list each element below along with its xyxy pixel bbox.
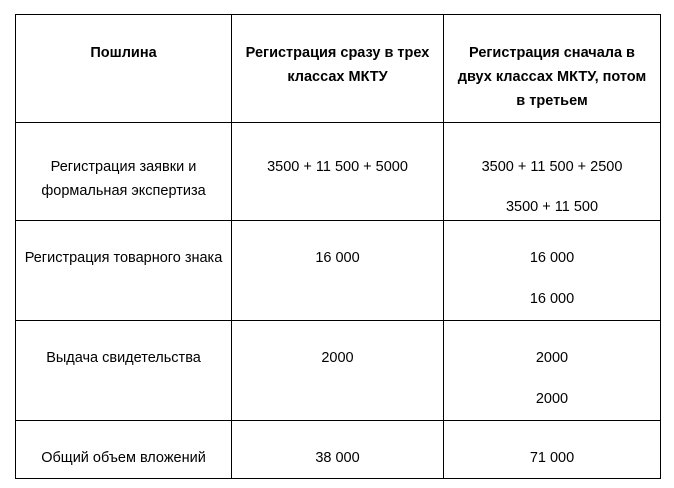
- row-label: Общий объем вложений: [16, 421, 232, 479]
- cell-value: 16 000: [529, 250, 575, 266]
- cell-three-classes: 3500 + 11 500 + 5000: [232, 123, 444, 221]
- table-row: [16, 123, 661, 221]
- cell-value: 2000: [535, 350, 569, 366]
- table-row: [16, 321, 661, 421]
- header-three-classes: Регистрация сразу в трех классах МКТУ: [232, 15, 444, 123]
- cell-three-classes: 16 000: [232, 221, 444, 321]
- cell-two-then-third: [444, 221, 661, 321]
- cell-three-classes: 38 000: [232, 421, 444, 479]
- cell-value: 2000: [535, 391, 569, 407]
- header-two-then-third: Регистрация сначала в двух классах МКТУ, потом в третьем: [444, 15, 661, 123]
- header-fee: Пошлина: [16, 15, 232, 123]
- row-label: Выдача свидетельства: [16, 321, 232, 421]
- row-label: Регистрация заявки и формальная экспертиза: [16, 123, 232, 221]
- cell-two-then-third: [444, 421, 661, 479]
- cell-three-classes: 2000: [232, 321, 444, 421]
- cell-value: 71 000: [529, 450, 575, 466]
- fee-comparison-table: [15, 14, 661, 479]
- cell-two-then-third: [444, 321, 661, 421]
- table-row: [16, 421, 661, 479]
- cell-value: 3500 + 11 500: [505, 199, 599, 215]
- table-row: [16, 221, 661, 321]
- table-header-row: [16, 15, 661, 123]
- cell-two-then-third: [444, 123, 661, 221]
- cell-value: 3500 + 11 500 + 2500: [481, 159, 623, 175]
- cell-value: 16 000: [529, 291, 575, 307]
- row-label: Регистрация товарного знака: [16, 221, 232, 321]
